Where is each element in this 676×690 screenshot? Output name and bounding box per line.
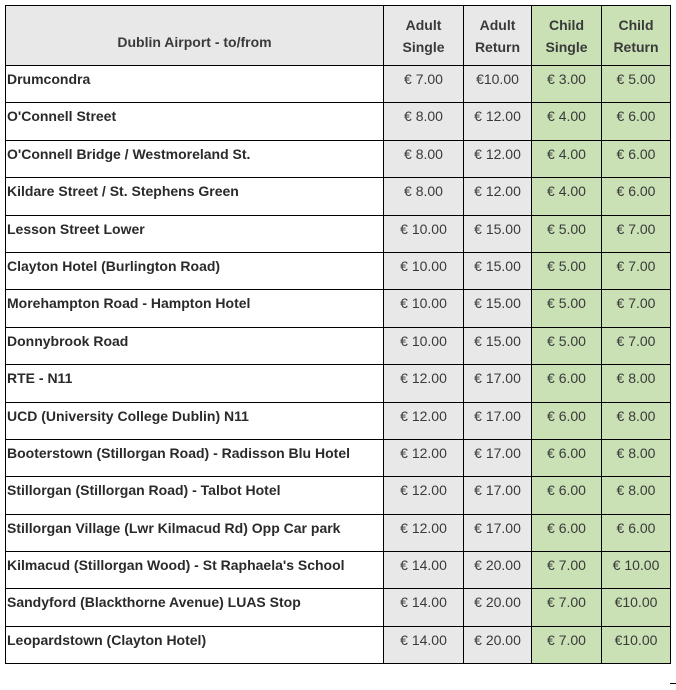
table-row <box>6 140 671 177</box>
adult-single-price: € 12.00 <box>384 514 464 551</box>
child-return-price: € 8.00 <box>602 477 671 514</box>
route-name: O'Connell Street <box>6 103 384 140</box>
adult-single-price: € 8.00 <box>384 178 464 215</box>
adult-single-price: € 14.00 <box>384 626 464 663</box>
header-route: Dublin Airport - to/from <box>6 6 384 66</box>
table-row <box>6 103 671 140</box>
table-row <box>6 365 671 402</box>
header-child-single: Child Single <box>532 6 602 66</box>
child-single-price: € 5.00 <box>532 327 602 364</box>
child-return-price: € 6.00 <box>602 140 671 177</box>
child-single-price: € 7.00 <box>532 626 602 663</box>
adult-return-price: € 15.00 <box>464 215 532 252</box>
bottom-corner-mark <box>670 683 676 684</box>
child-return-price: € 7.00 <box>602 290 671 327</box>
adult-single-price: € 10.00 <box>384 290 464 327</box>
adult-return-price: € 15.00 <box>464 327 532 364</box>
table-row <box>6 402 671 439</box>
adult-single-price: € 7.00 <box>384 66 464 103</box>
child-return-price: €10.00 <box>602 626 671 663</box>
child-single-price: € 4.00 <box>532 178 602 215</box>
child-single-price: € 6.00 <box>532 514 602 551</box>
route-name: Drumcondra <box>6 66 384 103</box>
adult-return-price: € 12.00 <box>464 178 532 215</box>
adult-return-price: € 20.00 <box>464 589 532 626</box>
header-adult-single: Adult Single <box>384 6 464 66</box>
child-single-price: € 6.00 <box>532 439 602 476</box>
adult-single-price: € 8.00 <box>384 140 464 177</box>
table-row <box>6 252 671 289</box>
table-row <box>6 514 671 551</box>
fares-table <box>5 5 671 664</box>
child-return-price: € 6.00 <box>602 103 671 140</box>
adult-return-price: € 17.00 <box>464 402 532 439</box>
table-row <box>6 439 671 476</box>
child-return-price: € 8.00 <box>602 439 671 476</box>
adult-return-price: €10.00 <box>464 66 532 103</box>
adult-return-price: € 12.00 <box>464 103 532 140</box>
adult-return-price: € 20.00 <box>464 552 532 589</box>
table-row <box>6 552 671 589</box>
adult-single-price: € 14.00 <box>384 552 464 589</box>
adult-single-price: € 10.00 <box>384 252 464 289</box>
route-name: Booterstown (Stillorgan Road) - Radisson Blu Hotel <box>6 439 384 476</box>
child-return-price: € 8.00 <box>602 365 671 402</box>
adult-single-price: € 10.00 <box>384 215 464 252</box>
adult-return-price: € 17.00 <box>464 477 532 514</box>
table-row <box>6 327 671 364</box>
adult-single-price: € 10.00 <box>384 327 464 364</box>
child-single-price: € 3.00 <box>532 66 602 103</box>
route-name: Kildare Street / St. Stephens Green <box>6 178 384 215</box>
adult-return-price: € 17.00 <box>464 514 532 551</box>
adult-single-price: € 12.00 <box>384 365 464 402</box>
adult-single-price: € 12.00 <box>384 477 464 514</box>
child-single-price: € 4.00 <box>532 140 602 177</box>
child-single-price: € 4.00 <box>532 103 602 140</box>
route-name: Lesson Street Lower <box>6 215 384 252</box>
adult-return-price: € 20.00 <box>464 626 532 663</box>
table-row <box>6 215 671 252</box>
route-name: Donnybrook Road <box>6 327 384 364</box>
route-name: RTE - N11 <box>6 365 384 402</box>
child-return-price: € 5.00 <box>602 66 671 103</box>
route-name: Morehampton Road - Hampton Hotel <box>6 290 384 327</box>
child-return-price: € 7.00 <box>602 252 671 289</box>
adult-single-price: € 12.00 <box>384 402 464 439</box>
table-row <box>6 589 671 626</box>
child-single-price: € 5.00 <box>532 252 602 289</box>
route-name: O'Connell Bridge / Westmoreland St. <box>6 140 384 177</box>
adult-return-price: € 15.00 <box>464 290 532 327</box>
child-single-price: € 7.00 <box>532 552 602 589</box>
child-single-price: € 7.00 <box>532 589 602 626</box>
adult-return-price: € 17.00 <box>464 439 532 476</box>
header-row <box>6 6 671 66</box>
child-single-price: € 6.00 <box>532 365 602 402</box>
route-name: Sandyford (Blackthorne Avenue) LUAS Stop <box>6 589 384 626</box>
table-row <box>6 66 671 103</box>
child-return-price: € 8.00 <box>602 402 671 439</box>
child-return-price: € 10.00 <box>602 552 671 589</box>
child-single-price: € 6.00 <box>532 402 602 439</box>
route-name: Stillorgan Village (Lwr Kilmacud Rd) Opp Car park <box>6 514 384 551</box>
right-edge-mark <box>670 222 671 238</box>
table-row <box>6 626 671 663</box>
table-row <box>6 178 671 215</box>
adult-single-price: € 12.00 <box>384 439 464 476</box>
child-return-price: € 7.00 <box>602 327 671 364</box>
route-name: Clayton Hotel (Burlington Road) <box>6 252 384 289</box>
child-return-price: € 6.00 <box>602 178 671 215</box>
child-single-price: € 5.00 <box>532 290 602 327</box>
header-child-return: Child Return <box>602 6 671 66</box>
route-name: Kilmacud (Stillorgan Wood) - St Raphaela's School <box>6 552 384 589</box>
route-name: UCD (University College Dublin) N11 <box>6 402 384 439</box>
adult-single-price: € 14.00 <box>384 589 464 626</box>
adult-return-price: € 17.00 <box>464 365 532 402</box>
route-name: Leopardstown (Clayton Hotel) <box>6 626 384 663</box>
adult-return-price: € 12.00 <box>464 140 532 177</box>
child-return-price: €10.00 <box>602 589 671 626</box>
child-return-price: € 6.00 <box>602 514 671 551</box>
table-row <box>6 477 671 514</box>
child-single-price: € 5.00 <box>532 215 602 252</box>
child-single-price: € 6.00 <box>532 477 602 514</box>
route-name: Stillorgan (Stillorgan Road) - Talbot Hotel <box>6 477 384 514</box>
header-adult-return: Adult Return <box>464 6 532 66</box>
adult-return-price: € 15.00 <box>464 252 532 289</box>
table-row <box>6 290 671 327</box>
adult-single-price: € 8.00 <box>384 103 464 140</box>
child-return-price: € 7.00 <box>602 215 671 252</box>
